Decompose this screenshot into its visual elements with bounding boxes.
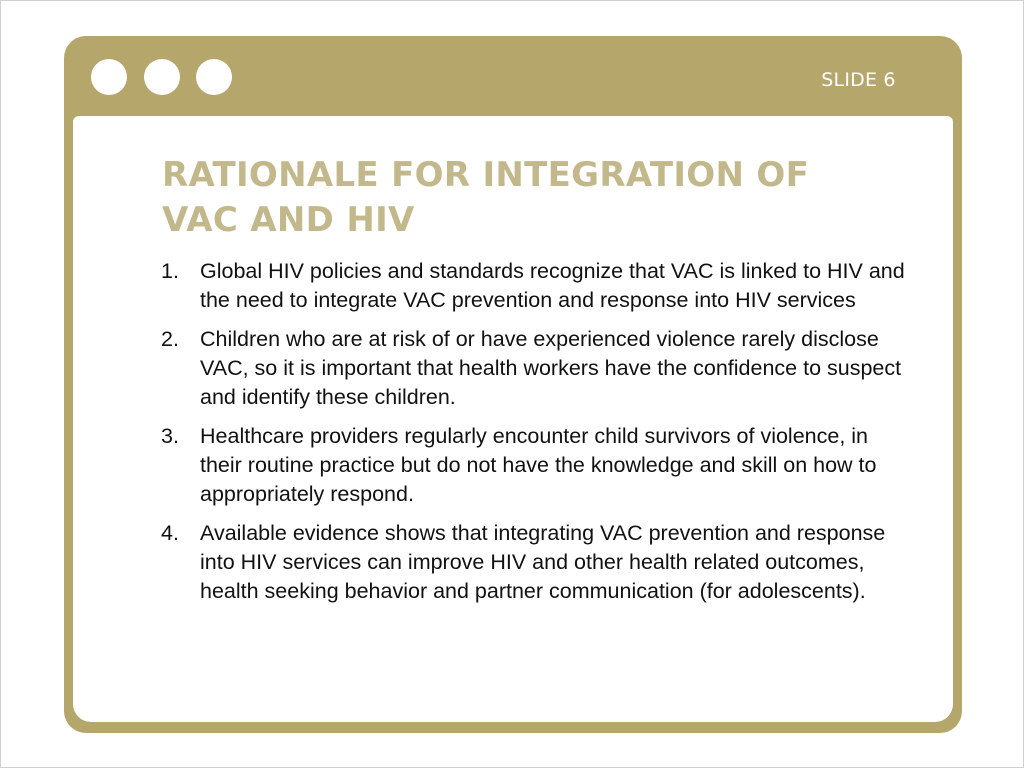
window-dot-icon-3 bbox=[196, 59, 232, 95]
list-item-number: 4. bbox=[161, 521, 179, 545]
list-item-text: Available evidence shows that integrating VAC prevention and response into HIV services can improve HIV and other health related outcomes, health seeking behavior and partner communication (for adolescents). bbox=[200, 521, 886, 603]
slide-title-line-2: VAC AND HIV bbox=[162, 200, 415, 240]
rationale-list bbox=[161, 257, 921, 616]
list-item-number: 2. bbox=[161, 327, 179, 351]
list-item-number: 3. bbox=[161, 424, 179, 448]
list-item bbox=[161, 422, 921, 509]
list-item-text: Healthcare providers regularly encounter child survivors of violence, in their routine practice but do not have the knowledge and skill on how to appropriately respond. bbox=[200, 424, 877, 506]
list-item bbox=[161, 257, 921, 315]
list-item bbox=[161, 519, 921, 606]
window-dot-icon-1 bbox=[91, 59, 127, 95]
list-item-text: Global HIV policies and standards recognize that VAC is linked to HIV and the need to integrate VAC prevention and response into HIV services bbox=[200, 259, 905, 312]
window-dot-icon-2 bbox=[144, 59, 180, 95]
slide-number-label: SLIDE 6 bbox=[821, 69, 896, 91]
list-item bbox=[161, 325, 921, 412]
slide-title-line-1: RATIONALE FOR INTEGRATION OF bbox=[162, 155, 810, 195]
list-item-number: 1. bbox=[161, 259, 179, 283]
list-item-text: Children who are at risk of or have experienced violence rarely disclose VAC, so it is important that health workers have the confidence to suspect and identify these children. bbox=[200, 327, 902, 409]
slide-title bbox=[162, 153, 862, 243]
